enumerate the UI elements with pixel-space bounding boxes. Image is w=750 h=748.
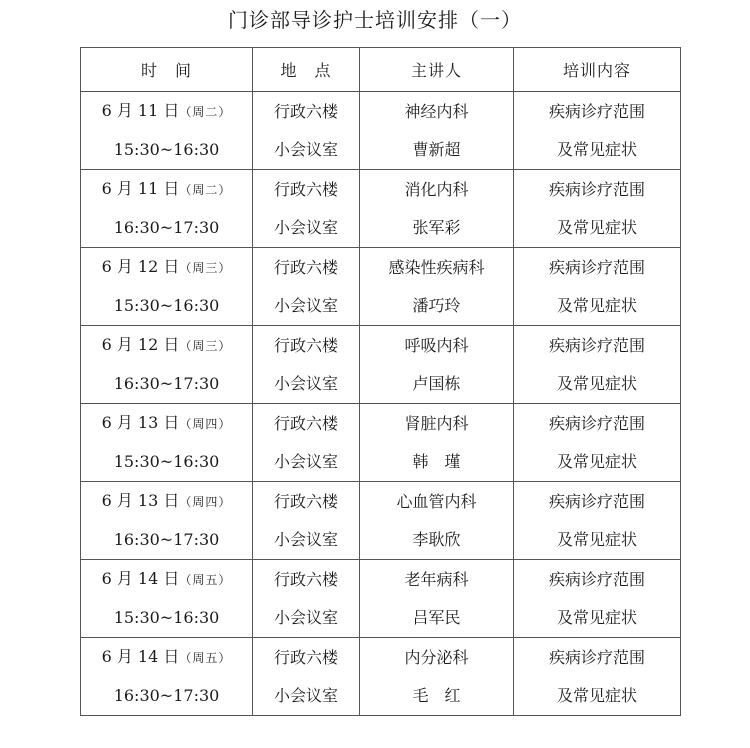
place-building: 行政六楼 [273,257,338,277]
place-cell [253,404,360,482]
place-room: 小会议室 [273,685,338,705]
content-line-2: 及常见症状 [556,529,637,549]
content-line-2: 及常见症状 [556,607,637,627]
time-cell [81,482,253,560]
speaker-department: 心血管内科 [396,491,477,511]
speaker-department: 老年病科 [404,569,469,589]
speaker-department: 肾脏内科 [404,413,469,433]
weekday-text: （周五） [179,573,232,587]
speaker-cell [360,326,514,404]
table-row [81,560,681,638]
content-line-2: 及常见症状 [556,217,637,237]
content-cell [514,638,681,716]
time-cell [81,170,253,248]
content-line-1: 疾病诊疗范围 [548,647,645,667]
date-text: 6 月 14 日 [101,569,180,588]
date-text: 6 月 11 日 [101,101,180,120]
header-place: 地 点 [253,48,360,92]
date-line [81,170,252,209]
place-room: 小会议室 [273,373,338,393]
speaker-cell [360,248,514,326]
content-line-1: 疾病诊疗范围 [548,101,645,121]
table-body [81,92,681,716]
content-line-1: 疾病诊疗范围 [548,179,645,199]
speaker-department: 消化内科 [404,179,469,199]
time-cell [81,248,253,326]
time-range: 15:30~16:30 [113,296,220,315]
place-cell [253,92,360,170]
date-line [81,248,252,287]
content-cell [514,404,681,482]
weekday-text: （周五） [179,651,232,665]
content-line-2: 及常见症状 [556,373,637,393]
content-line-1: 疾病诊疗范围 [548,335,645,355]
speaker-name: 吕军民 [412,607,461,627]
content-cell [514,170,681,248]
speaker-cell [360,404,514,482]
table-row [81,248,681,326]
place-cell [253,638,360,716]
speaker-cell [360,92,514,170]
place-building: 行政六楼 [273,179,338,199]
date-line [81,92,252,131]
date-text: 6 月 13 日 [101,491,180,510]
place-room: 小会议室 [273,529,338,549]
date-text: 6 月 14 日 [101,647,180,666]
content-cell [514,560,681,638]
content-cell [514,482,681,560]
place-cell [253,482,360,560]
time-range: 16:30~17:30 [113,218,220,237]
header-content: 培训内容 [514,48,681,92]
speaker-cell [360,560,514,638]
time-range: 16:30~17:30 [113,374,220,393]
page-title: 门诊部导诊护士培训安排（一） [228,8,522,32]
speaker-cell [360,638,514,716]
training-schedule-table [80,47,681,716]
content-line-1: 疾病诊疗范围 [548,413,645,433]
place-building: 行政六楼 [273,413,338,433]
date-line [81,404,252,443]
time-cell [81,560,253,638]
speaker-name: 潘巧玲 [412,295,461,315]
place-room: 小会议室 [273,607,338,627]
time-cell [81,92,253,170]
speaker-name: 韩 瑾 [412,451,461,471]
table-header-row [81,48,681,92]
speaker-department: 呼吸内科 [404,335,469,355]
date-text: 6 月 12 日 [101,335,180,354]
table-row [81,482,681,560]
speaker-name: 卢国栋 [412,373,461,393]
place-room: 小会议室 [273,217,338,237]
place-cell [253,326,360,404]
place-cell [253,560,360,638]
date-text: 6 月 13 日 [101,413,180,432]
place-cell [253,170,360,248]
weekday-text: （周四） [179,495,232,509]
time-range: 16:30~17:30 [113,530,220,549]
time-cell [81,404,253,482]
content-line-2: 及常见症状 [556,685,637,705]
time-range: 16:30~17:30 [113,686,220,705]
speaker-cell [360,482,514,560]
content-line-2: 及常见症状 [556,295,637,315]
table-row [81,638,681,716]
content-line-1: 疾病诊疗范围 [548,257,645,277]
place-room: 小会议室 [273,295,338,315]
date-line [81,560,252,599]
speaker-name: 毛 红 [412,685,461,705]
header-time: 时 间 [81,48,253,92]
date-line [81,482,252,521]
time-range: 15:30~16:30 [113,452,220,471]
content-line-2: 及常见症状 [556,451,637,471]
table-row [81,92,681,170]
table-row [81,326,681,404]
speaker-department: 神经内科 [404,101,469,121]
speaker-department: 内分泌科 [404,647,469,667]
content-cell [514,326,681,404]
date-text: 6 月 12 日 [101,257,180,276]
weekday-text: （周二） [179,183,232,197]
weekday-text: （周四） [179,417,232,431]
place-building: 行政六楼 [273,335,338,355]
time-cell [81,326,253,404]
date-text: 6 月 11 日 [101,179,180,198]
place-building: 行政六楼 [273,569,338,589]
speaker-cell [360,170,514,248]
header-speaker: 主讲人 [360,48,514,92]
place-room: 小会议室 [273,451,338,471]
time-range: 15:30~16:30 [113,140,220,159]
time-cell [81,638,253,716]
weekday-text: （周三） [179,261,232,275]
time-range: 15:30~16:30 [113,608,220,627]
content-line-1: 疾病诊疗范围 [548,491,645,511]
place-cell [253,248,360,326]
place-building: 行政六楼 [273,647,338,667]
date-line [81,326,252,365]
speaker-name: 曹新超 [412,139,461,159]
weekday-text: （周二） [179,105,232,119]
table-row [81,404,681,482]
date-line [81,638,252,677]
content-line-1: 疾病诊疗范围 [548,569,645,589]
content-cell [514,248,681,326]
content-line-2: 及常见症状 [556,139,637,159]
place-building: 行政六楼 [273,491,338,511]
place-room: 小会议室 [273,139,338,159]
table-row [81,170,681,248]
speaker-name: 张军彩 [412,217,461,237]
content-cell [514,92,681,170]
place-building: 行政六楼 [273,101,338,121]
speaker-name: 李耿欣 [412,529,461,549]
speaker-department: 感染性疾病科 [388,257,485,277]
weekday-text: （周三） [179,339,232,353]
